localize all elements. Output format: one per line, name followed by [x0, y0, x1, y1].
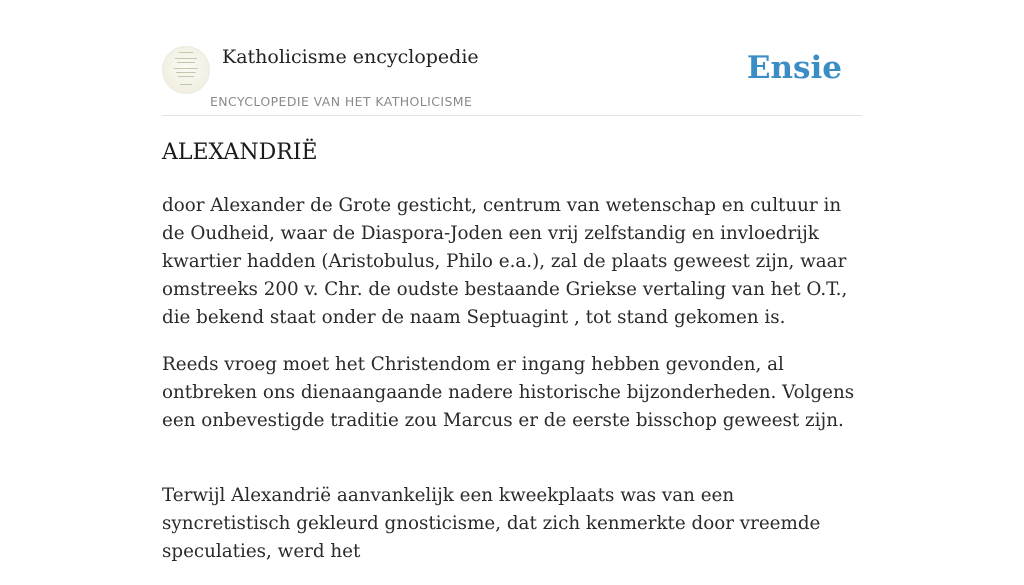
book-title[interactable]: Katholicisme encyclopedie: [222, 46, 479, 68]
article-title: ALEXANDRIË: [162, 140, 318, 165]
site-header: [162, 0, 862, 116]
article-paragraph: Reeds vroeg moet het Christendom er ingang hebben gevonden, al ontbreken ons dienaangaande nadere historische bijzonderheden. Volgens een onbevestigde traditie zou Marcus er de eerste bisschop geweest zijn.: [162, 354, 855, 431]
article-paragraph: door Alexander de Grote gesticht, centrum van wetenschap en cultuur in de Oudheid, waar de Diaspora-Joden een vrij zelfstandig en invloedrijk kwartier hadden (Aristobulus, Philo e.a.), zal de plaats geweest zijn, waar omstreeks 200 v. Chr. de oudste bestaande Griekse vertaling van het O.T., die bekend staat onder de naam Septuagint , tot stand gekomen is.: [162, 195, 848, 328]
book-cover-icon[interactable]: [162, 46, 210, 94]
ensie-logo-link[interactable]: Ensie: [746, 50, 842, 86]
book-subtitle: ENCYCLOPEDIE VAN HET KATHOLICISME: [210, 94, 473, 109]
article-paragraph: Terwijl Alexandrië aanvankelijk een kweekplaats was van een syncretistisch gekleurd gnosticisme, dat zich kenmerkte door vreemde speculaties, werd het: [162, 485, 821, 562]
article-body: [162, 192, 862, 585]
page-container: [162, 0, 862, 562]
